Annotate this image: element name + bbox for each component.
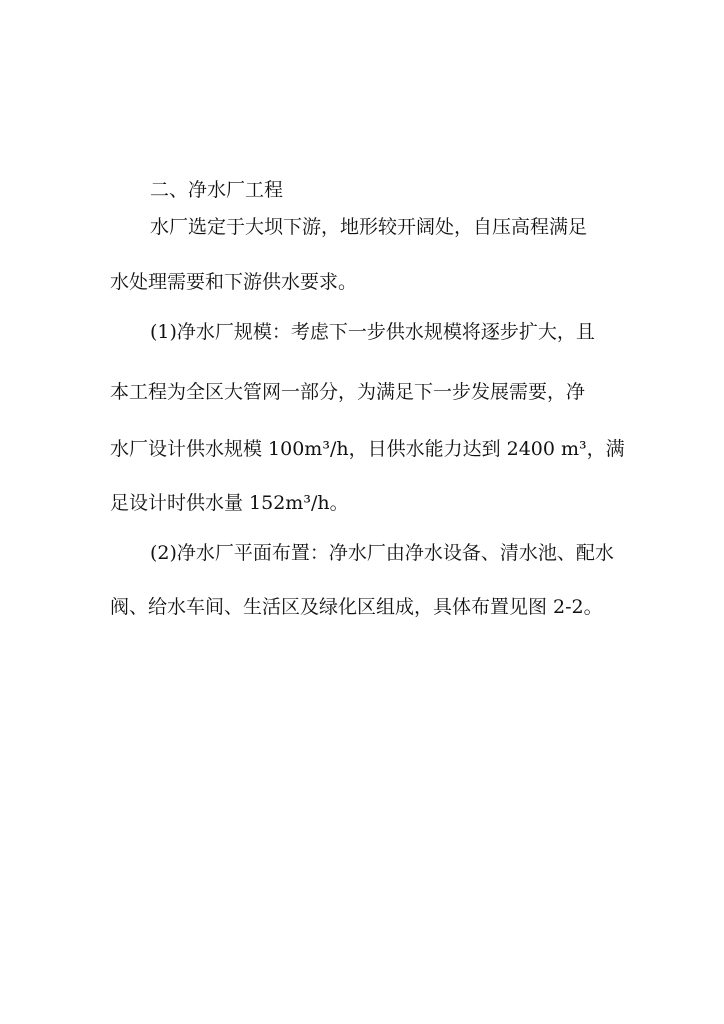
paragraph-line: (1)净水厂规模：考虑下一步供水规模将逐步扩大，且 — [150, 321, 595, 343]
paragraph-line: 本工程为全区大管网一部分，为满足下一步发展需要，净 — [110, 381, 586, 403]
paragraph-line: 足设计时供水量 152m³/h。 — [110, 492, 349, 514]
paragraph-line: 阀、给水车间、生活区及绿化区组成，具体布置见图 2-2。 — [110, 596, 603, 618]
paragraph-line: (2)净水厂平面布置：净水厂由净水设备、清水池、配水 — [150, 542, 614, 564]
section-heading: 二、净水厂工程 — [150, 179, 284, 201]
paragraph-line: 水厂选定于大坝下游，地形较开阔处，自压高程满足 — [150, 216, 588, 238]
paragraph-line: 水处理需要和下游供水要求。 — [110, 271, 358, 293]
paragraph-line: 水厂设计供水规模 100m³/h，日供水能力达到 2400 m³，满 — [110, 438, 625, 460]
